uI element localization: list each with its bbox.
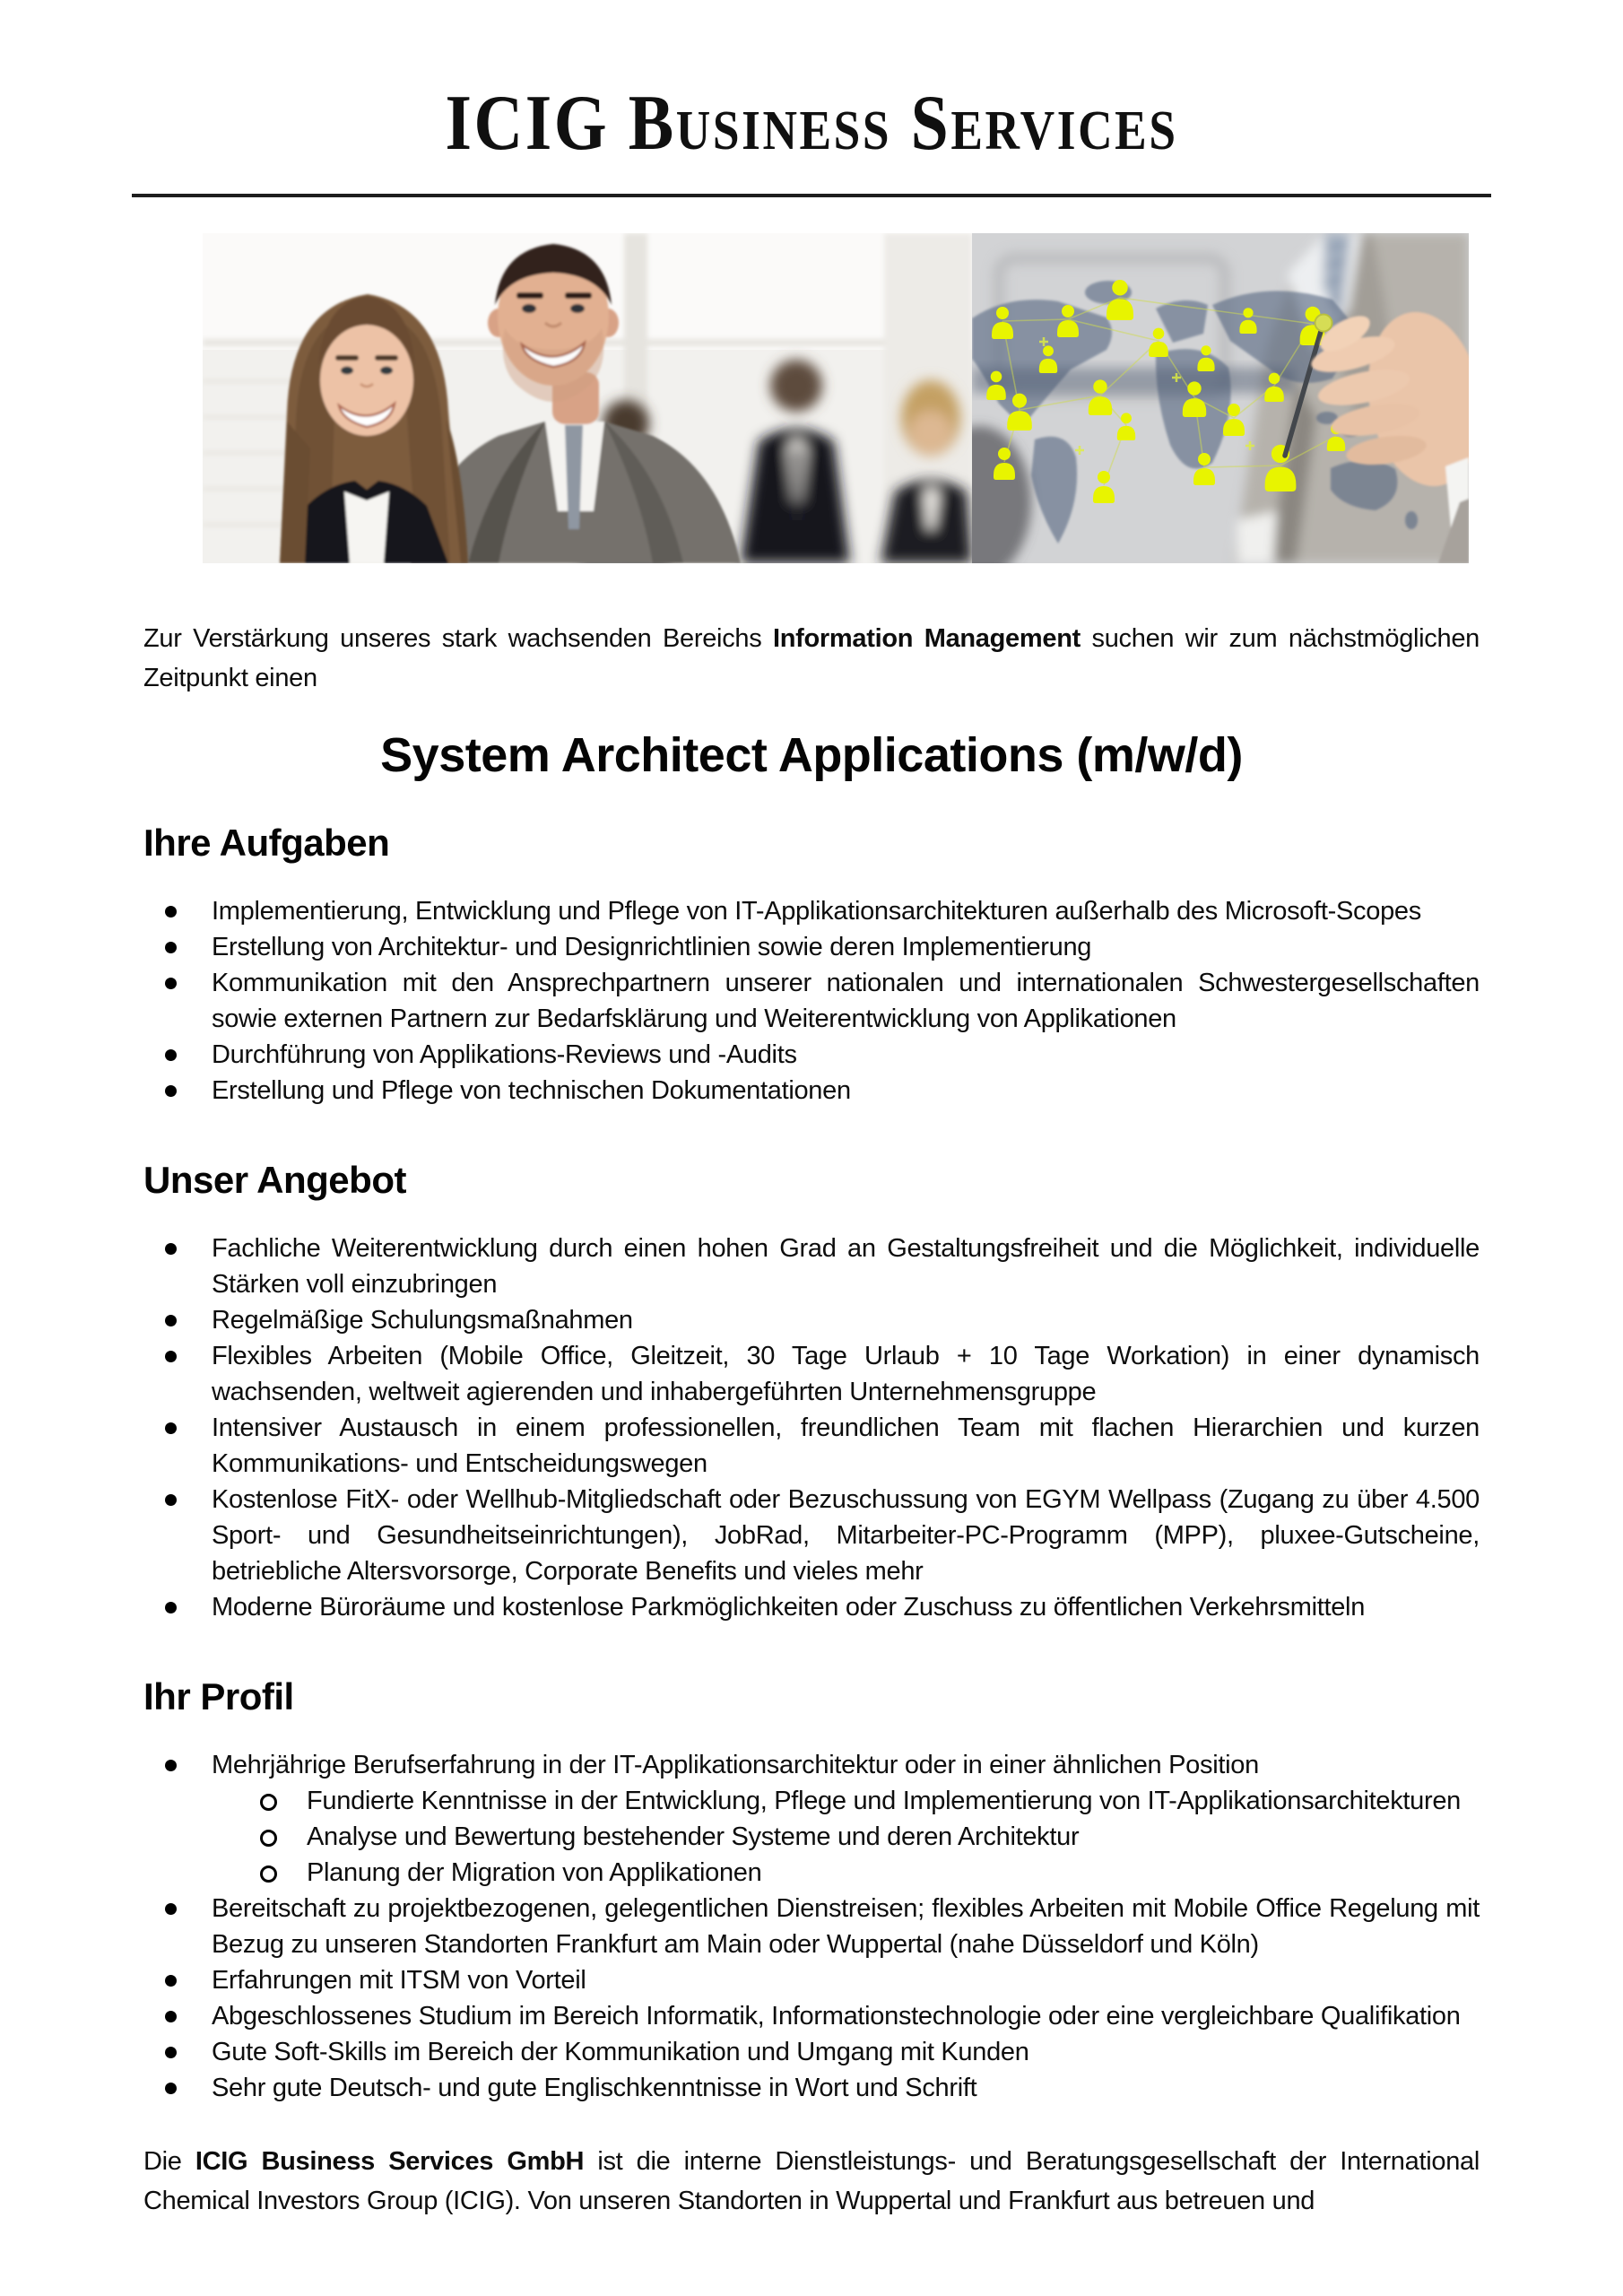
bullet-item (143, 965, 1480, 1037)
bullet-text: Erfahrungen mit ITSM von Vorteil (212, 1966, 586, 1995)
sub-bullet-text: Analyse und Bewertung bestehender Systeme und deren Architektur (307, 1822, 1080, 1851)
intro-text-start: Zur Verstärkung unseres stark wachsenden Bereichs (143, 624, 773, 653)
section (143, 1159, 1480, 1625)
section-heading: Ihr Profil (143, 1675, 294, 1718)
bullet-list (143, 893, 1480, 1109)
section (143, 822, 1480, 1109)
footer-paragraph (143, 2142, 1480, 2221)
footer-text-end: ist die interne Dienstleistungs- und Beratungsgesellschaft der International Chemical Investors Group (ICIG). Von unseren Standorten in Wuppertal und Frankfurt aus betreuen und (143, 2147, 1480, 2215)
sub-bullet-text: Fundierte Kenntnisse in der Entwicklung, Pflege und Implementierung von IT-Applikationsarchitekturen (307, 1787, 1462, 1815)
bullet-item (143, 2070, 1480, 2106)
bullet-item (143, 893, 1480, 929)
section-heading: Ihre Aufgaben (143, 822, 390, 864)
pen-tip (1315, 315, 1332, 332)
bullet-text: Kostenlose FitX- oder Wellhub-Mitgliedschaft oder Bezuschussung von EGYM Wellpass (Zugang zu über 4.500 Sport- und Gesundheitseinrichtungen), JobRad, Mitarbeiter-PC-Programm (MPP), pluxee-Gutscheine, betriebliche Altersvorsorge, Corporate Benefits und vieles mehr (212, 1485, 1480, 1586)
bullet-item (143, 1037, 1480, 1073)
document-header (143, 0, 1480, 167)
bullet-text: Moderne Büroräume und kostenlose Parkmöglichkeiten oder Zuschuss zu öffentlichen Verkehrsmitteln (212, 1593, 1366, 1622)
bullet-text: Erstellung und Pflege von technischen Dokumentationen (212, 1076, 851, 1105)
bullet-text: Sehr gute Deutsch- und gute Englischkenntnisse in Wort und Schrift (212, 2074, 977, 2102)
banner (203, 233, 1469, 563)
bullet-item (143, 1338, 1480, 1410)
bullet-text: Intensiver Austausch in einem professionellen, freundlichen Team mit flachen Hierarchien und kurzen Kommunikations- und Entscheidungswegen (212, 1413, 1480, 1478)
bullet-item (143, 1891, 1480, 1962)
bullet-item (143, 1482, 1480, 1589)
bullet-text: Abgeschlossenes Studium im Bereich Informatik, Informationstechnologie oder eine vergleichbare Qualifikation (212, 2002, 1461, 2031)
footer-text-start: Die (143, 2147, 195, 2176)
bullet-item (143, 1073, 1480, 1109)
bullet-item (143, 1302, 1480, 1338)
section (143, 1675, 1480, 2106)
bullet-item (143, 929, 1480, 965)
bullet-list (143, 1747, 1480, 2106)
intro-text-end: suchen wir zum nächstmöglichen Zeitpunkt einen (143, 624, 1480, 692)
sub-bullet-item (212, 1783, 1480, 1819)
bullet-text: Kommunikation mit den Ansprechpartnern unserer nationalen und internationalen Schwestergesellschaften sowie externen Partnern zur Bedarfsklärung und Weiterentwicklung von Applikationen (212, 969, 1480, 1033)
bullet-text: Implementierung, Entwicklung und Pflege von IT-Applikationsarchitekturen außerhalb des Microsoft-Scopes (212, 897, 1421, 926)
bullet-item (143, 2034, 1480, 2070)
company-logo-text: ICIG Business Services (445, 80, 1178, 167)
bullet-item (143, 1231, 1480, 1302)
bullet-text: Mehrjährige Berufserfahrung in der IT-Applikationsarchitektur oder in einer ähnlichen Position (212, 1751, 1259, 1779)
network-map-photo (972, 233, 1469, 563)
bullet-item (143, 1747, 1480, 1891)
bullet-text: Fachliche Weiterentwicklung durch einen hohen Grad an Gestaltungsfreiheit und die Möglichkeit, individuelle Stärken voll einzubringen (212, 1234, 1480, 1299)
section-heading: Unser Angebot (143, 1159, 406, 1201)
sections (143, 822, 1480, 2106)
bullet-item (143, 1589, 1480, 1625)
bullet-text: Regelmäßige Schulungsmaßnahmen (212, 1306, 633, 1335)
sub-bullet-list (212, 1783, 1480, 1891)
bullet-text: Gute Soft-Skills im Bereich der Kommunikation und Umgang mit Kunden (212, 2038, 1029, 2066)
header-divider (132, 194, 1491, 197)
bullet-item (143, 1962, 1480, 1998)
bullet-item (143, 1998, 1480, 2034)
sub-bullet-item (212, 1819, 1480, 1855)
intro-bold-text: Information Management (772, 624, 1081, 653)
bullet-text: Flexibles Arbeiten (Mobile Office, Gleitzeit, 30 Tage Urlaub + 10 Tage Workation) in einer dynamisch wachsenden, weltweit agierenden und inhabergeführten Unternehmensgruppe (212, 1342, 1480, 1406)
intro-paragraph (143, 619, 1480, 698)
bullet-item (143, 1410, 1480, 1482)
job-title: System Architect Applications (m/w/d) (380, 728, 1243, 782)
sub-bullet-item (212, 1855, 1480, 1891)
bullet-text: Durchführung von Applikations-Reviews und -Audits (212, 1040, 797, 1069)
footer-bold-text: ICIG Business Services GmbH (195, 2147, 585, 2176)
sub-bullet-text: Planung der Migration von Applikationen (307, 1858, 762, 1887)
bullet-list (143, 1231, 1480, 1625)
bullet-text: Erstellung von Architektur- und Designrichtlinien sowie deren Implementierung (212, 933, 1092, 961)
team-photo (203, 233, 972, 563)
bullet-text: Bereitschaft zu projektbezogenen, gelegentlichen Dienstreisen; flexibles Arbeiten mit Mobile Office Regelung mit Bezug zu unseren Standorten Frankfurt am Main oder Wuppertal (nahe Düsseldorf und Köln) (212, 1894, 1480, 1959)
